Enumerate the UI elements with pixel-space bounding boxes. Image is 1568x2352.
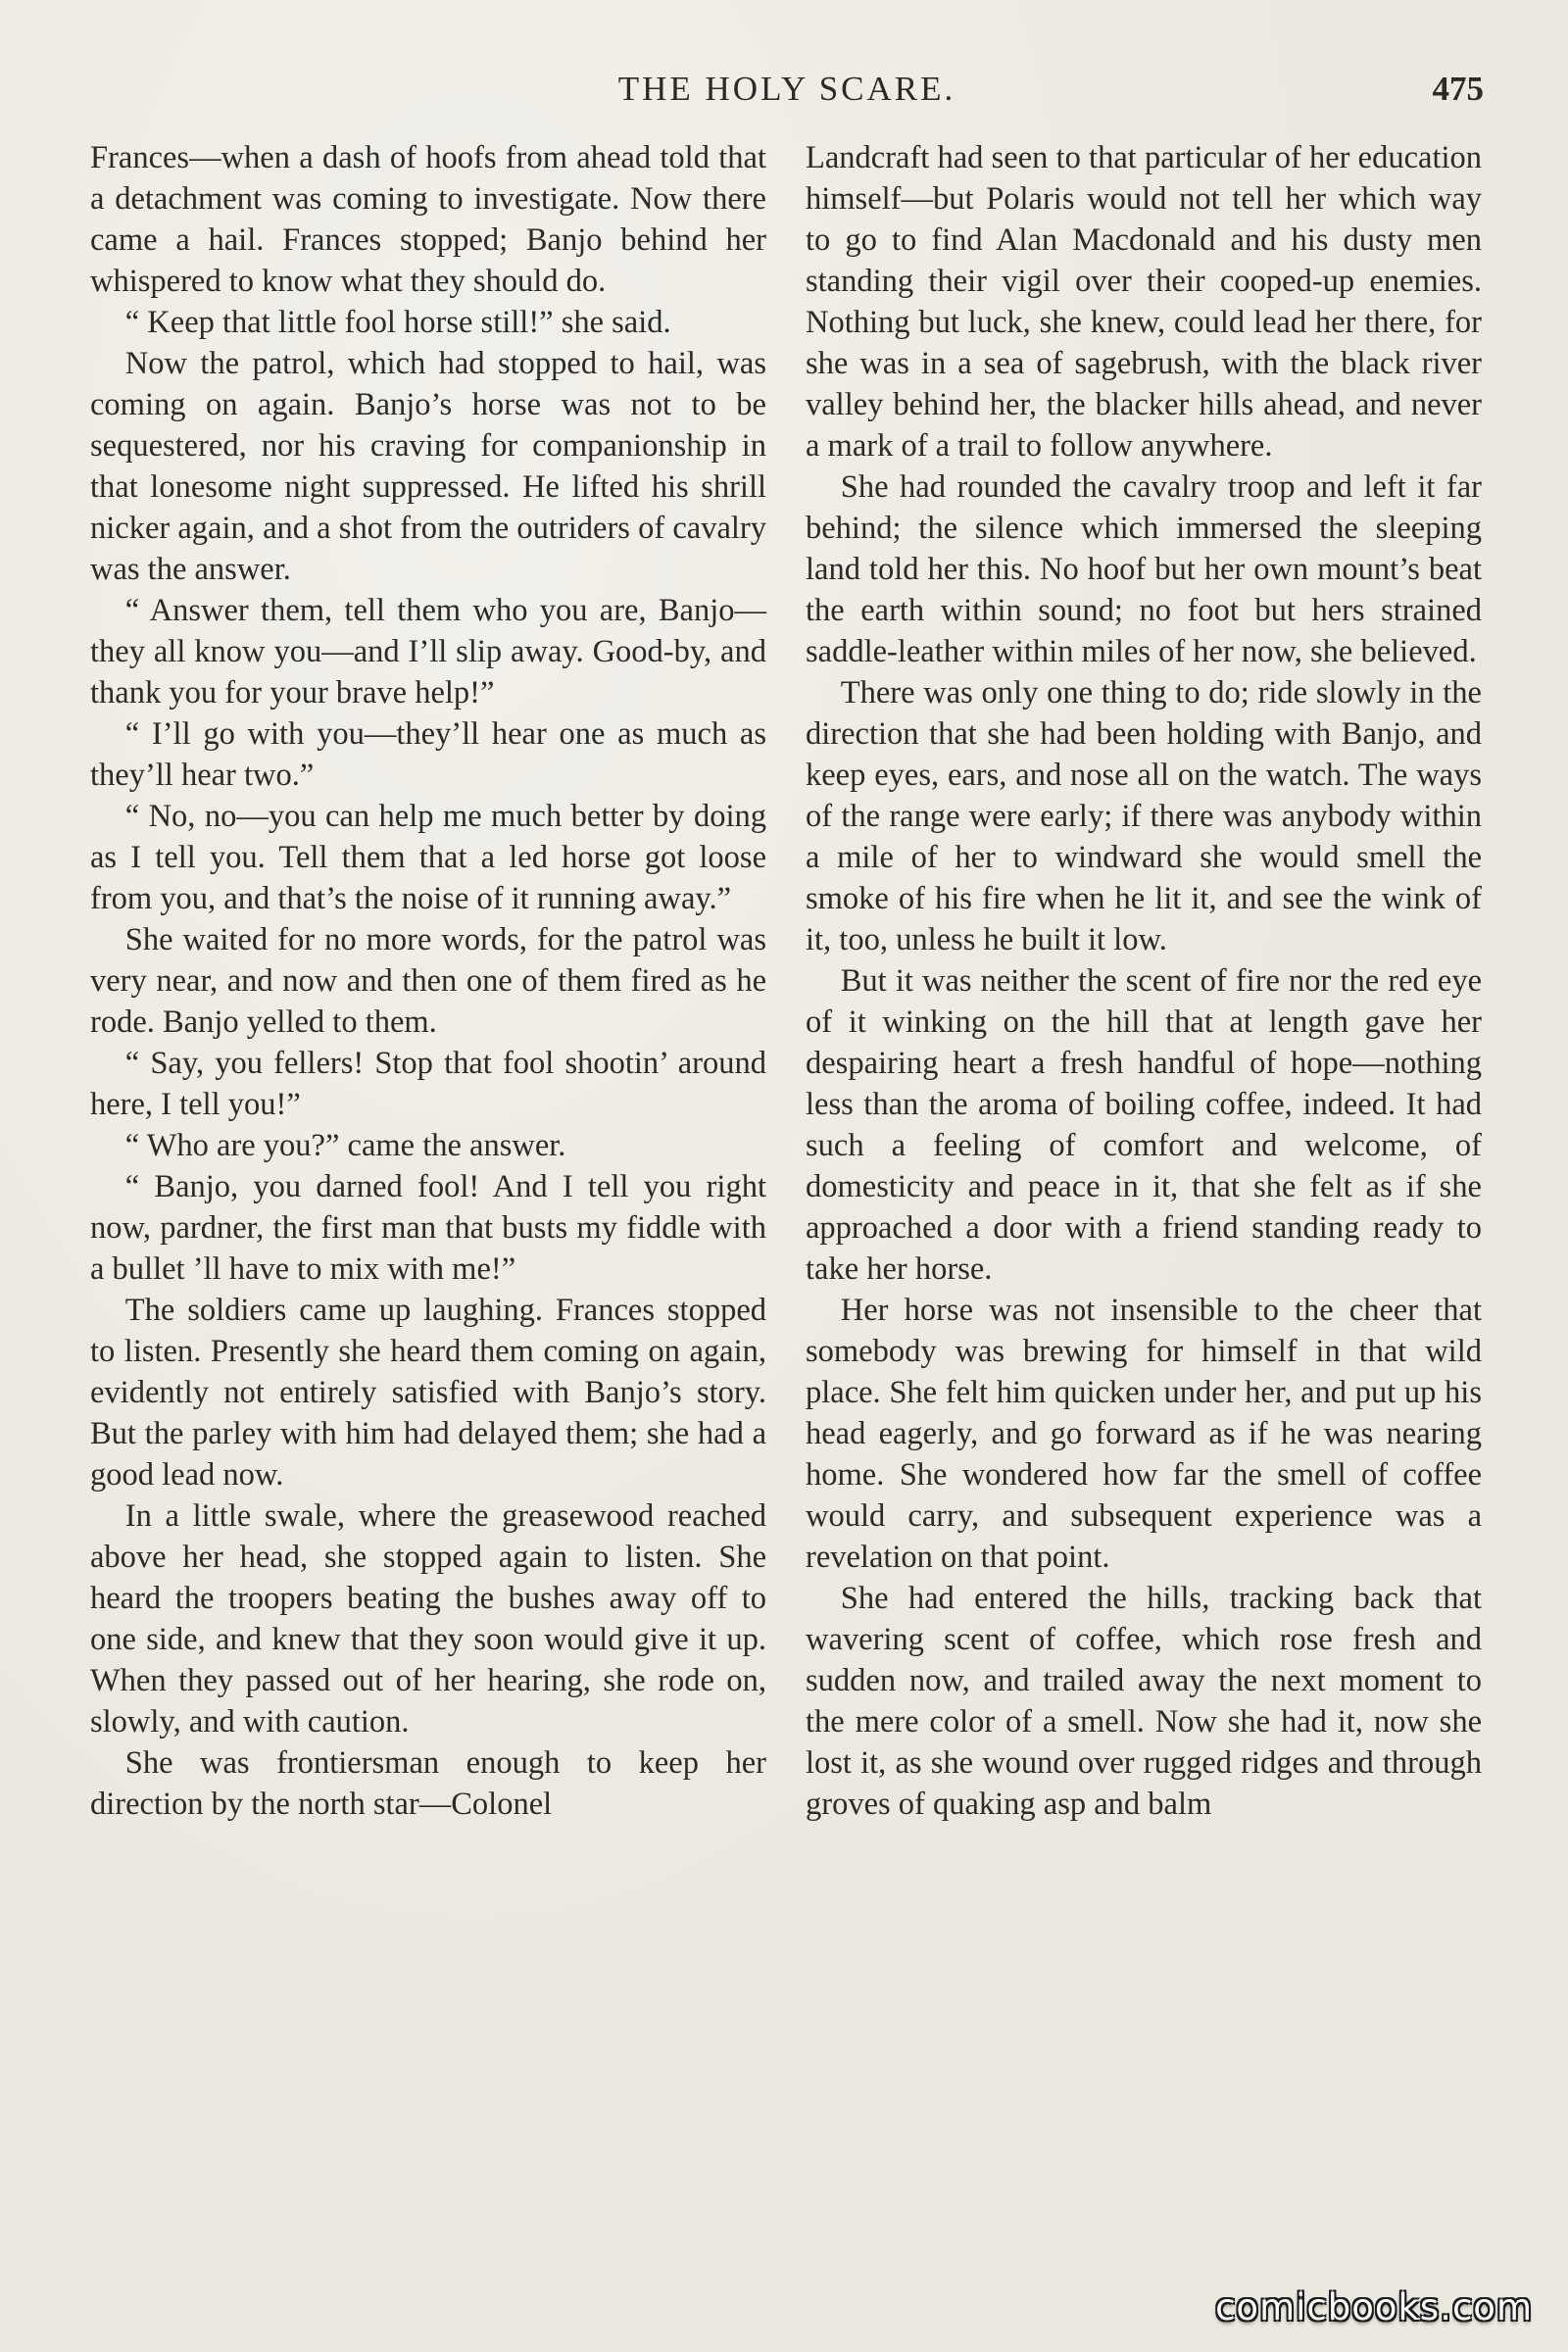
- paragraph: But it was neither the scent of fire nor the red eye of it winking on the hill that at length gave her despairing heart a fresh handful of hope—nothing less than the aroma of boiling coffee, indeed. It had such a feeling of comfort and welcome, of domesticity and peace in it, that she felt as if she approached a door with a friend standing ready to take her horse.: [806, 963, 1482, 1287]
- paragraph: “ Who are you?” came the answer.: [124, 1128, 566, 1163]
- site-watermark: comicbooks.com: [1215, 2286, 1533, 2328]
- paragraph: She waited for no more words, for the patrol was very near, and now and then one of them fired as he rode. Banjo yelled to them.: [90, 922, 766, 1040]
- running-head: [90, 65, 1484, 114]
- paragraph: She had entered the hills, tracking back that wavering scent of coffee, which rose fresh and sudden now, and trailed away the next moment to the mere color of a smell. Now she had it, now she lost it, as she wound over rugged ridges and through groves of quaking asp and balm: [806, 1581, 1482, 1822]
- paragraph: In a little swale, where the greasewood reached above her head, she stopped again to listen. She heard the troopers beating the bushes away off to one side, and knew that they soon would give it up. When they passed out of her hearing, she rode on, slowly, and with caution.: [90, 1498, 766, 1740]
- paragraph: Landcraft had seen to that particular of her education himself—but Polaris would not tell her which way to go to find Alan Macdonald and his dusty men standing their vigil over their cooped-up enemies. Nothing but luck, she knew, could lead her there, for she was in a sea of sagebrush, with the black river valley behind her, the blacker hills ahead, and never a mark of a trail to follow anywhere.: [806, 140, 1482, 464]
- left-column: [90, 137, 766, 1825]
- paragraph: “ Say, you fellers! Stop that fool shootin’ around here, I tell you!”: [90, 1046, 766, 1122]
- paragraph: The soldiers came up laughing. Frances stopped to listen. Presently she heard them coming on again, evidently not entirely satisfied with Banjo’s story. But the parley with him had delayed them; she had a good lead now.: [90, 1293, 766, 1493]
- paragraph: “ Keep that little fool horse still!” she said.: [124, 305, 671, 340]
- paragraph: “ I’ll go with you—they’ll hear one as much as they’ll hear two.”: [90, 716, 766, 793]
- paragraph: “ Banjo, you darned fool! And I tell you right now, pardner, the first man that busts my fiddle with a bullet ’ll have to mix with me!”: [90, 1169, 766, 1287]
- paragraph: “ No, no—you can help me much better by doing as I tell you. Tell them that a led horse got loose from you, and that’s the noise of it running away.”: [90, 799, 766, 916]
- paragraph: There was only one thing to do; ride slowly in the direction that she had been holding with Banjo, and keep eyes, ears, and nose all on the watch. The ways of the range were early; if there was anybody within a mile of her to windward she would smell the smoke of his fire when he lit it, and see the wink of it, too, unless he built it low.: [806, 675, 1482, 957]
- right-column: [806, 137, 1482, 1825]
- paragraph: Frances—when a dash of hoofs from ahead told that a detachment was coming to investigate. Now there came a hail. Frances stopped; Banjo behind her whispered to know what they should do.: [90, 140, 766, 299]
- paragraph: Now the patrol, which had stopped to hail, was coming on again. Banjo’s horse was not to be sequestered, nor his craving for companionship in that lonesome night suppressed. He lifted his shrill nicker again, and a shot from the outriders of cavalry was the answer.: [90, 346, 766, 587]
- paragraph: She was frontiersman enough to keep her direction by the north star—Colonel: [90, 1745, 766, 1822]
- running-title: THE HOLY SCARE.: [617, 70, 956, 108]
- paragraph: Her horse was not insensible to the cheer that somebody was brewing for himself in that wild place. She felt him quicken under her, and put up his head eagerly, and go forward as if he was nearing home. She wondered how far the smell of coffee would carry, and subsequent experience was a revelation on that point.: [806, 1293, 1482, 1575]
- paragraph: She had rounded the cavalry troop and left it far behind; the silence which immersed the sleeping land told her this. No hoof but her own mount’s beat the earth within sound; no foot but hers strained saddle-leather within miles of her now, she believed.: [806, 469, 1482, 669]
- paragraph: “ Answer them, tell them who you are, Banjo—they all know you—and I’ll slip away. Good-by, and thank you for your brave help!”: [90, 593, 766, 710]
- page-number: 475: [1432, 70, 1484, 108]
